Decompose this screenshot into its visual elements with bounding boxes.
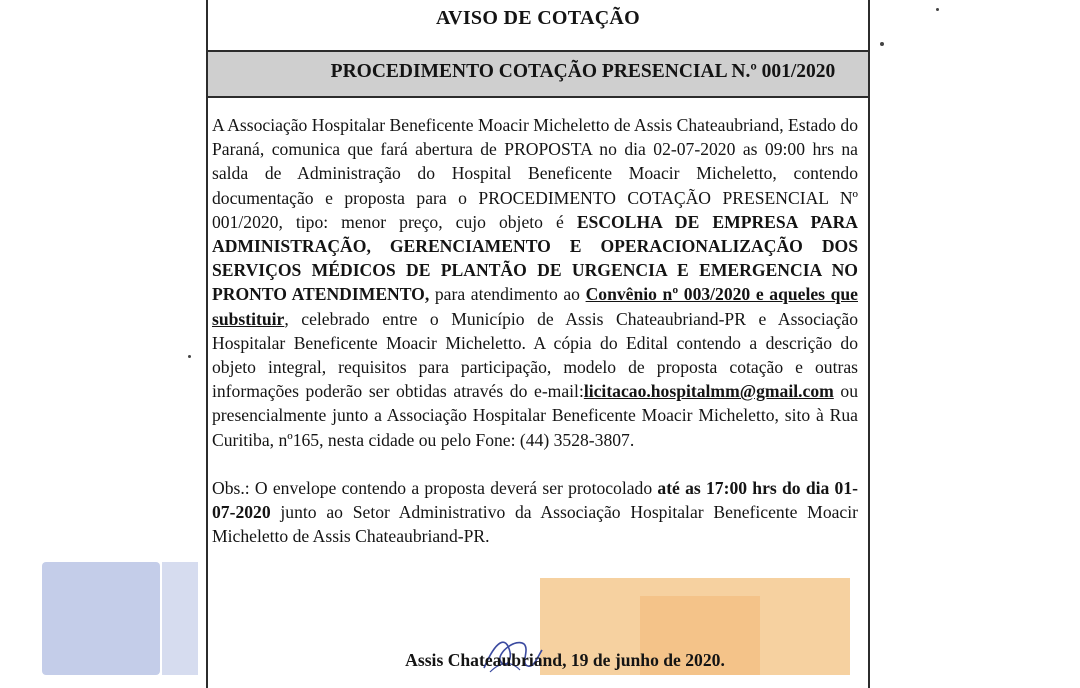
document-title: AVISO DE COTAÇÃO bbox=[435, 7, 641, 29]
notice-body bbox=[212, 113, 858, 548]
paragraph-text: A Associação Hospitalar Beneficente Moacir Micheletto de Assis Chateaubriand, Estado do Paraná, comunica que fará abertura de PROPOSTA no dia 02-07-2020 as 09:00 hrs na salda de Administração do Hospital Beneficente Moacir Micheletto, contendo documentação e proposta para o PROCEDIMENTO COTAÇÃO PRESENCIAL Nº 001/2020, tipo: menor preço, cujo objeto é bbox=[212, 115, 858, 232]
notice-paragraph bbox=[212, 113, 858, 452]
background-blue-block bbox=[42, 562, 160, 675]
email-link[interactable]: licitacao.hospitalmm@gmail.com bbox=[583, 381, 834, 402]
scan-speck bbox=[880, 42, 884, 46]
scan-speck bbox=[188, 355, 191, 358]
obs-text: junto ao Setor Administrativo da Associação Hospitalar Beneficente Moacir Micheletto de Assis Chateaubriand-PR. bbox=[212, 502, 858, 547]
paragraph-text: , celebrado entre o Município de Assis Chateaubriand-PR e Associação Hospitalar Beneficente Moacir Micheletto. A cópia do Edital contendo a descrição do objeto integral, requisitos para participação, modelo de proposta cotação e outras informações poderão ser obtidas através do e-mail: bbox=[212, 308, 858, 402]
background-blue-block-small bbox=[162, 562, 198, 675]
paragraph-text: ou presencialmente junto a Associação Hospitalar Beneficente Moacir Micheletto, sito à Rua Curitiba, nº165, nesta cidade ou pelo Fone: (44) 3528-3807. bbox=[212, 381, 858, 450]
procedure-band bbox=[208, 50, 868, 98]
place-and-date: Assis Chateaubriand, 19 de junho de 2020. bbox=[405, 650, 725, 670]
obs-text: Obs.: O envelope contendo a proposta deverá ser protocolado bbox=[212, 477, 658, 498]
title-band bbox=[206, 0, 870, 48]
convenio-reference: Convênio nº 003/2020 e aqueles que substituir bbox=[212, 284, 858, 329]
scan-speck bbox=[936, 8, 939, 11]
obs-paragraph bbox=[212, 476, 858, 549]
object-description: ESCOLHA DE EMPRESA PARA ADMINISTRAÇÃO, GERENCIAMENTO E OPERACIONALIZAÇÃO DOS SERVIÇOS MÉDICOS DE PLANTÃO DE URGENCIA E EMERGENCIA NO PRONTO ATENDIMENTO, bbox=[212, 211, 859, 305]
paragraph-text: para atendimento ao bbox=[429, 284, 586, 305]
deadline: até as 17:00 hrs do dia 01-07-2020 bbox=[212, 477, 858, 523]
procedure-heading: PROCEDIMENTO COTAÇÃO PRESENCIAL N.º 001/2020 bbox=[330, 61, 836, 82]
